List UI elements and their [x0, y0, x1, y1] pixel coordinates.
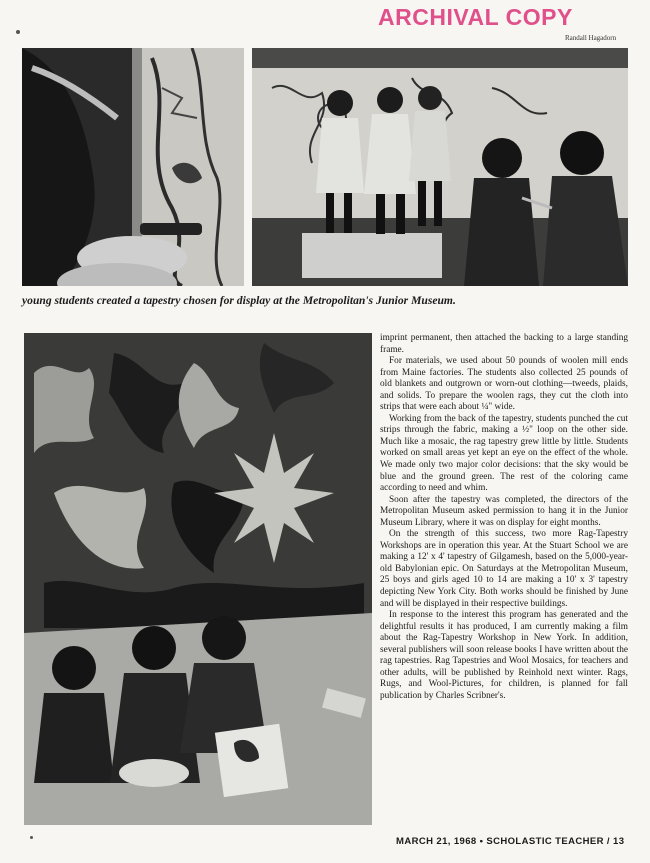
photo-caption: young students created a tapestry chosen for display at the Metropolitan's Junior Museum. — [22, 294, 456, 307]
scan-speck — [16, 30, 20, 34]
article-paragraph: Working from the back of the tapestry, students punched the cut strips through the fabric, making a ½" loop on the other side. Much like a mosaic, the rag tapestry grew little by little. Students worked on small areas yet kept an eye on the effect of the whole. We made only two major color decisions: that the sky would be blue and the ground green. The rest of the coloring came according to need and whim. — [380, 413, 628, 494]
photo-students-at-frame — [252, 48, 628, 286]
article-paragraph: imprint permanent, then attached the backing to a large standing frame. — [380, 333, 628, 355]
article-paragraph: On the strength of this success, two more Rag-Tapestry Workshops are in operation this year. At the Stuart School we are making a 12' x 4' tapestry of Gilgamesh, based on the 5,000-year-old Babylonian epic. On Saturdays at the Metropolitan Museum, 25 boys and girls aged 10 to 14 are making a 10' x 3' tapestry depicting New York City. Both works should be finished by June and will be displayed in their respective buildings. — [380, 529, 628, 609]
article-paragraph: In response to the interest this program has generated and the delightful results it has produced, I am currently making a film about the Rag-Tapestry Workshop in New York. In addition, several publishers will soon release books I have written about the rag tapestries. Rag Tapestries and Wool Mosaics, for teachers and other adults, will be published by Reinhold next winter. Rags, Rugs, and Wool-Pictures, for children, is planned for fall publication by Charles Scribner's. — [380, 610, 628, 701]
article-paragraph: For materials, we used about 50 pounds of woolen mill ends from Maine factories. The students also collected 25 pounds of old blankets and outgrown or worn-out clothing—tweeds, plaids, and solids. To prepare the woolen rags, they cut the cloth into strips that were each about ¼" wide. — [380, 356, 628, 413]
article-paragraph: Soon after the tapestry was completed, the directors of the Metropolitan Museum asked permission to hang it in the Junior Museum Library, where it was on display for eight months. — [380, 494, 628, 528]
scan-speck — [30, 836, 33, 839]
article-body — [380, 333, 628, 703]
photo-credit: Randall Hagadorn — [565, 34, 617, 42]
archival-copy-stamp: ARCHIVAL COPY — [378, 4, 573, 30]
page-footer: MARCH 21, 1968 • SCHOLASTIC TEACHER / 13 — [396, 836, 625, 847]
photo-hands-at-work — [22, 48, 244, 286]
photo-tapestry-and-children — [24, 333, 372, 825]
